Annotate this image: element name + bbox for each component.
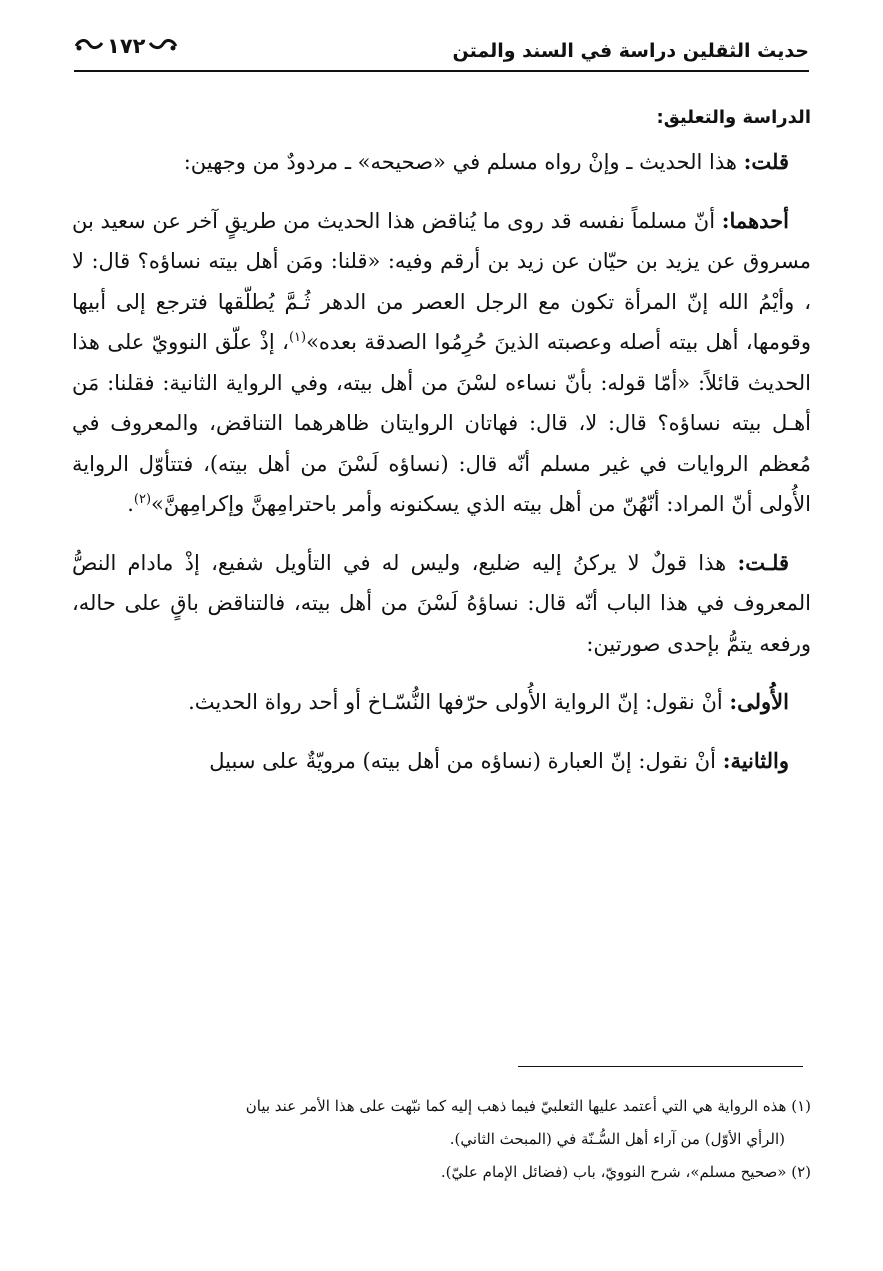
paragraph-text: أنْ نقول: إنّ العبارة (نساؤه من أهل بيته) مرويّةٌ على سبيل: [209, 748, 723, 773]
header-rule: [74, 70, 809, 72]
paragraph-qult-1: [72, 142, 811, 183]
paragraph-text: أنّ مسلماً نفسه قد روى ما يُناقض هذا الحديث من طريقٍ آخر عن سعيد بن مسروق عن يزيد بن حيّان عن زيد بن أرقم وفيه: «قلنا: ومَن أهل بيته نساؤه؟ قال: لا ، وأيْمُ الله إنّ المرأة تكون مع الرجل العصر من الدهر ثُـمَّ يُطلّقها فترجع إلى أبيها وقومها، أهل بيته أصله وعصبته الذينَ حُرِمُوا الصدقة بعده»: [72, 208, 811, 354]
section-heading: الدراسة والتعليق:: [656, 107, 811, 128]
paragraph-text: هذا الحديث ـ وإنْ رواه مسلم في «صحيحه» ـ مردودٌ من وجهين:: [183, 150, 744, 174]
footnote-marker: (١): [791, 1097, 811, 1115]
footnote-1: [72, 1090, 811, 1123]
running-header: [74, 34, 809, 74]
paragraph-text-end: .: [127, 492, 134, 516]
footnote-text: «صحيح مسلم»، شرح النوويّ، باب (فضائل الإمام عليّ).: [440, 1163, 787, 1181]
paragraph-text-cont: ، إذْ علّق النوويّ على هذا الحديث قائلاً: «أمّا قوله: بأنّ نساءه لسْنَ من أهل بيته، وفي الرواية الثانية: فقلنا: مَن أهـل بيته نساؤه؟ قال: لا، قال: فهاتان الروايتان ظاهرهما التناقض، والمعروف في مُعظم الروايات في غير مسلم أنّه قال: (نساؤه لَسْنَ من أهل بيته)، فتتأوّل الرواية الأُولى أنّ المراد: أنّهُنّ من أهل بيته الذي يسكنونه وأمر باحترامِهنَّ وإكرامِهنَّ»: [72, 330, 811, 516]
footnotes: [72, 1090, 811, 1189]
footnote-2: [72, 1156, 811, 1189]
paragraph-lead: أحدهما:: [721, 207, 789, 233]
footnote-text: هذه الرواية هي التي أعتمد عليها الثعلبيّ فيما ذهب إليه كما نبّهت على هذا الأمر عند بيان: [245, 1097, 787, 1115]
ornament-left-icon: [74, 39, 104, 53]
paragraph-text: هذا قولٌ لا يركنُ إليه ضليع، وليس له في التأويل شفيع، إذْ مادام النصُّ المعروف في هذا الباب أنّه قال: نساؤهُ لَسْنَ من أهل بيته، فالتناقض باقٍ على حاله، ورفعه يتمُّ بإحدى صورتين:: [72, 550, 811, 656]
paragraph-lead: الأُولى:: [729, 689, 789, 714]
footnote-separator: [518, 1066, 803, 1067]
page-number: ١٧٢: [107, 34, 146, 58]
book-title: حديث الثقلين دراسة في السند والمتن: [452, 40, 809, 62]
page-number-ornament: [74, 34, 178, 58]
paragraph-lead: والثانية:: [722, 747, 789, 773]
paragraph-first-reason: [72, 201, 811, 525]
footnote-marker: (٢): [791, 1163, 811, 1181]
paragraph-lead: قلـت:: [737, 549, 789, 575]
main-text: [72, 102, 811, 799]
footnote-1-cont: [72, 1123, 811, 1156]
ornament-right-icon: [148, 39, 178, 53]
footnote-text: (الرأي الأوّل) من آراء أهل السُّـنّة في (المبحث الثاني).: [449, 1130, 785, 1148]
paragraph-text: أنْ نقول: إنّ الرواية الأُولى حرّفها النُّسّـاخ أو أحد رواة الحديث.: [188, 690, 730, 714]
paragraph-second-option: [72, 741, 811, 782]
footnote-ref-2[interactable]: (٢): [133, 492, 152, 507]
paragraph-lead: قلت:: [743, 149, 789, 174]
paragraph-first-option: [72, 682, 811, 723]
paragraph-qult-2: [72, 543, 811, 665]
footnote-ref-1[interactable]: (١): [288, 330, 307, 345]
